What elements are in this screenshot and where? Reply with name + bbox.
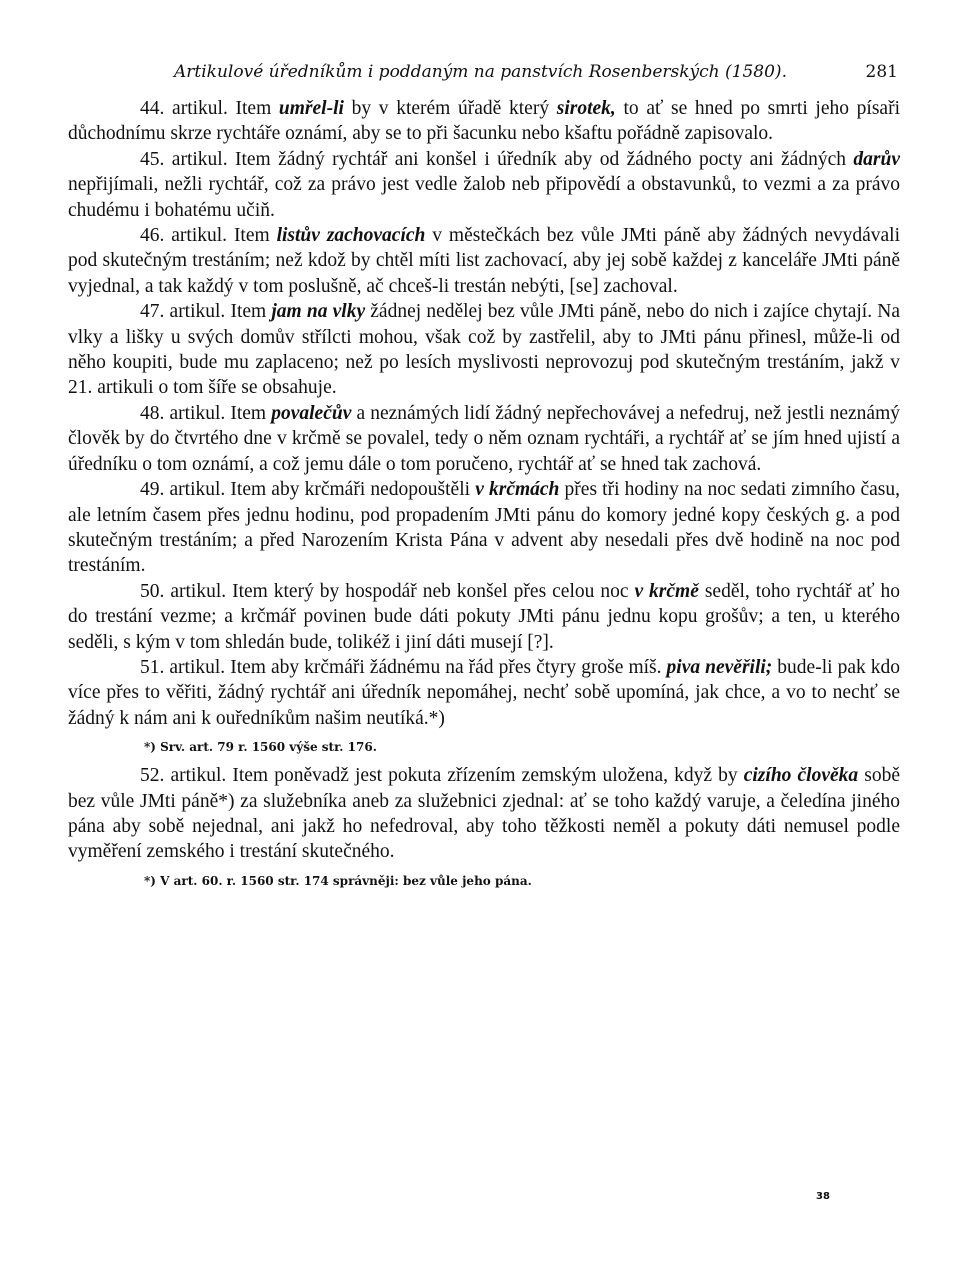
document-page bbox=[68, 0, 900, 1268]
article-50: 50. artikul. Item který by hospodář neb konšel přes celou noc v krčmě seděl, toho rychtář ať ho do trestání vezme; a krčmář povinen bude dáti pokuty JMti pánu jednu kopu grošův; a ten, u kterého seděli, s kým v tom shledán bude, tolikéž i jiní dáti musejí [?]. bbox=[68, 580, 900, 653]
text-body bbox=[68, 96, 900, 897]
article-46: 46. artikul. Item listův zachovacích v městečkách bez vůle JMti páně aby žádných nevydávali pod skutečným trestáním; než kdož by chtěl míti list zachovací, aby jej sobě každej z kanceláře JMti páně vyjednal, a tak každý v tom poslušně, ač chceš-li trestán nebýti, [se] zachoval. bbox=[68, 225, 901, 297]
footnote-2: *) V art. 60. r. 1560 str. 174 správněji: bez vůle jeho pána. bbox=[144, 873, 532, 888]
page-number: 281 bbox=[865, 62, 898, 82]
signature-mark: 38 bbox=[816, 1191, 830, 1202]
article-48: 48. artikul. Item povalečův a neznámých lidí žádný nepřechovávej a nefedruj, než jestli neznámý člověk by do čtvrtého dne v krčmě se povalel, tedy o něm oznam rychtáři, a rychtář ať se jím hned ujistí a úředníku o tom oznámí, a což jemu dále o tom poručeno, rychtář ať se hned tak zachová. bbox=[68, 402, 900, 475]
article-44: 44. artikul. Item umřel-li by v kterém úřadě který sirotek, to ať se hned po smrti jeho písaři důchodnímu skrze rychtáře oznámí, aby se to při šacunku nebo kšaftu pořádně zapisovalo. bbox=[68, 98, 900, 145]
article-51: 51. artikul. Item aby krčmáři žádnému na řád přes čtyry groše míš. piva nevěřili; bude-li pak kdo více přes to věřiti, žádný rychtář ani úředník nepomáhej, nechť sobě upomíná, jak chce, a vo to nechť se žádný k nám ani k ouředníkům našim neutíká.*) bbox=[68, 656, 901, 729]
article-52: 52. artikul. Item poněvadž jest pokuta zřízením zemským uložena, když by cizího člověka sobě bez vůle JMti páně*) za služebníka aneb za služebnici zjednal: ať se toho každý varuje, a čeledína jiného pána aby sobě nejednal, ani jakž ho nefedroval, aby toho těžkosti neměl a pokuty dáti nemusel podle vyměření zemského i trestání skutečného. bbox=[68, 765, 901, 863]
article-45: 45. artikul. Item žádný rychtář ani konšel i úředník aby od žádného pocty ani žádných darův nepřijímali, nežli rychtář, což za právo jest vedle žalob neb připovědí a obstavunků, to vezmi a za právo chudému i bohatému učiň. bbox=[68, 148, 900, 221]
footnote-1: *) Srv. art. 79 r. 1560 výše str. 176. bbox=[144, 740, 377, 755]
header-title: Artikulové úředníkům i poddaným na panstvích Rosenberských (1580). bbox=[174, 62, 787, 82]
article-49: 49. artikul. Item aby krčmáři nedopouštěli v krčmách přes tři hodiny na noc sedati zimního času, ale letním časem přes jednu hodinu, pod propadením JMti pánu do komory jedné kopy českých g. a pod skutečným trestáním; a před Narozením Krista Pána v advent aby nesedali přes dvě hodině na noc pod trestáním. bbox=[68, 479, 900, 577]
article-47: 47. artikul. Item jam na vlky žádnej nedělej bez vůle JMti páně, nebo do nich i zajíce chytají. Na vlky a lišky u svých domův střílcti mohou, však což by zastřelil, aby to JMti pánu přinesl, může-li od něho koupiti, bude mu zaplaceno; než po lesích myslivosti neprovozuj pod skutečným trestáním, jakž v 21. artikuli o tom šíře se obsahuje. bbox=[68, 301, 900, 399]
